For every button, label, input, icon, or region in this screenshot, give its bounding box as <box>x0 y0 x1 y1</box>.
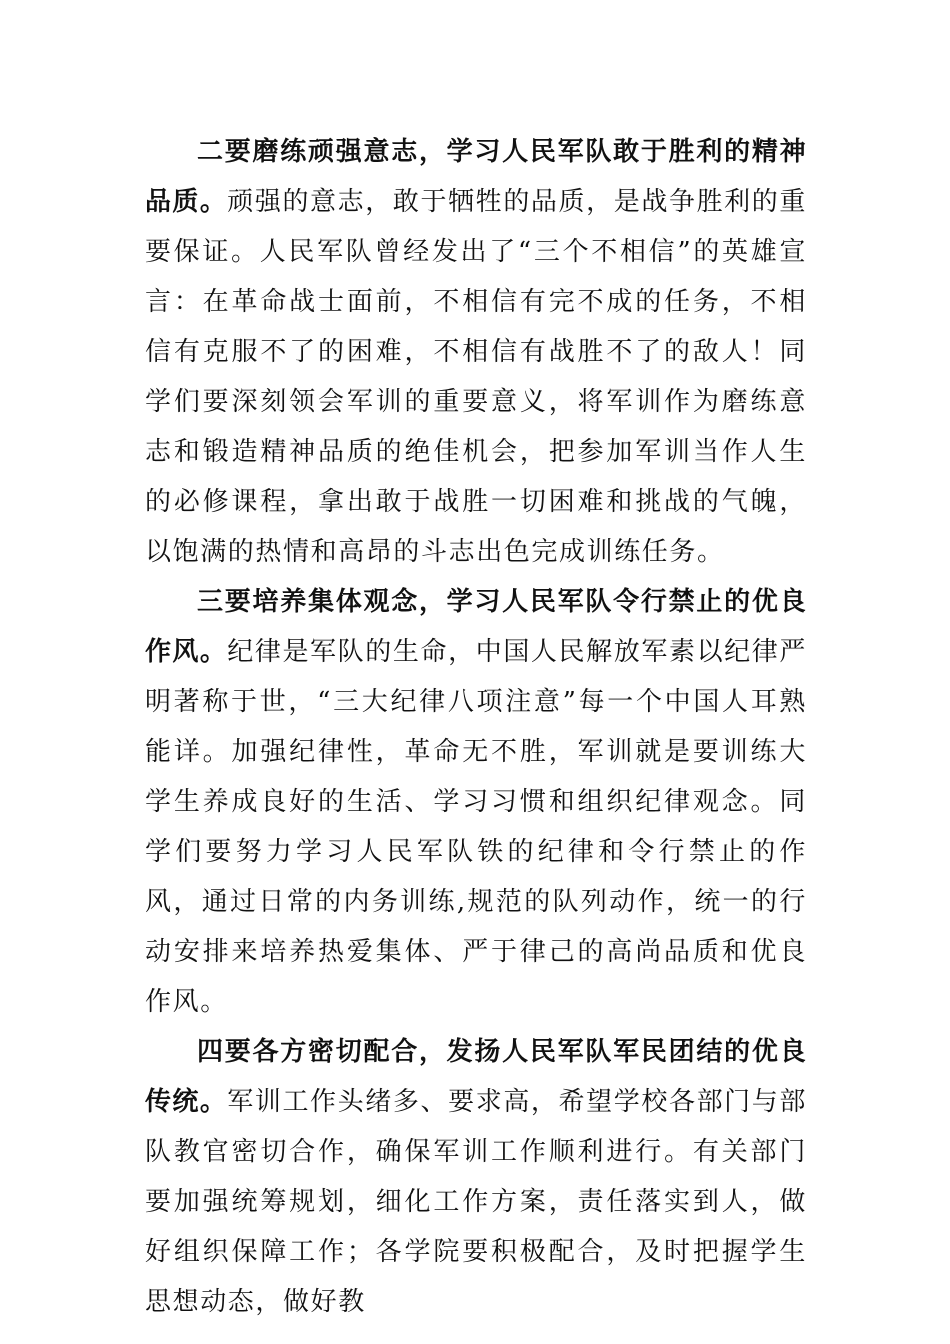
paragraph-text: 纪律是军队的生命，中国人民解放军素以纪律严明著称于世，“三大纪律八项注意”每一个中国人耳熟能详。加强纪律性，革命无不胜，军训就是要训练大学生养成良好的生活、学习习惯和组织纪律观念。同学们要努力学习人民军队铁的纪律和令行禁止的作风，通过日常的内务训练,规范的队列动作，统一的行动安排来培养热爱集体、严于律己的高尚品质和优良作风。 <box>145 637 807 1017</box>
paragraph-heading: 三要培养集体观念，学习人民军队令行禁止的优良作风。 <box>145 587 807 667</box>
paragraph-4 <box>145 1027 807 1327</box>
paragraph-heading: 二要磨练顽强意志，学习人民军队敢于胜利的精神品质。 <box>145 137 807 217</box>
paragraph-3 <box>145 577 807 1027</box>
paragraph-text: 军训工作头绪多、要求高，希望学校各部门与部队教官密切合作，确保军训工作顺利进行。有关部门要加强统筹规划，细化工作方案，责任落实到人，做好组织保障工作；各学院要积极配合，及时把握学生思想动态，做好教 <box>145 1087 807 1317</box>
paragraph-text: 顽强的意志，敢于牺牲的品质，是战争胜利的重要保证。人民军队曾经发出了“三个不相信”的英雄宣言：在革命战士面前，不相信有完不成的任务，不相信有克服不了的困难，不相信有战胜不了的敌人！同学们要深刻领会军训的重要意义，将军训作为磨练意志和锻造精神品质的绝佳机会，把参加军训当作人生的必修课程，拿出敢于战胜一切困难和挑战的气魄，以饱满的热情和高昂的斗志出色完成训练任务。 <box>145 187 807 567</box>
document-body <box>145 127 807 1327</box>
paragraph-heading: 四要各方密切配合，发扬人民军队军民团结的优良传统。 <box>145 1037 807 1117</box>
paragraph-2 <box>145 127 807 577</box>
